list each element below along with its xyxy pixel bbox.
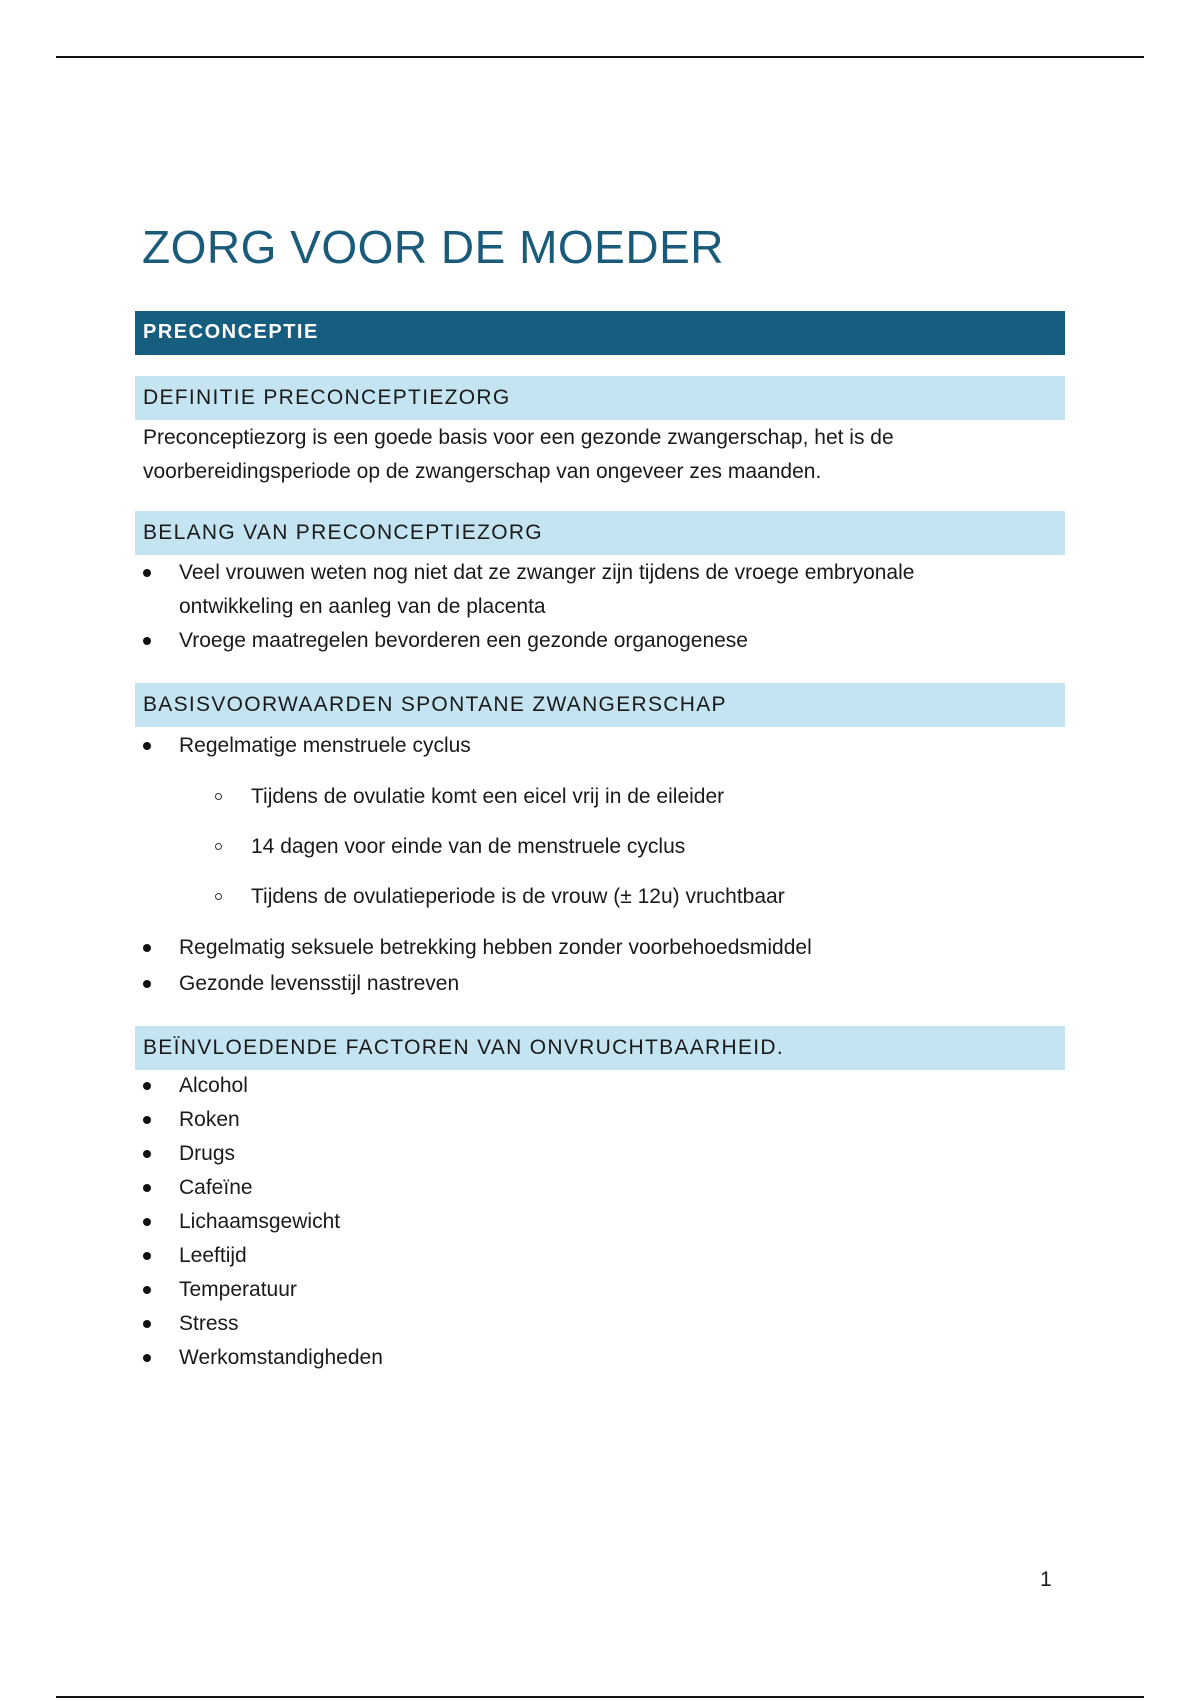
bullet-icon — [143, 1252, 151, 1260]
factoren-list — [135, 1069, 1055, 1375]
footer-rule — [56, 1696, 1144, 1698]
basisvoorwaarden-sublist — [135, 780, 1055, 914]
bullet-icon — [143, 569, 151, 577]
list-item-text: Cafeïne — [179, 1176, 253, 1199]
list-item — [135, 1341, 1055, 1375]
list-item-text: Drugs — [179, 1142, 236, 1165]
bullet-icon — [143, 944, 151, 952]
bullet-icon — [143, 1184, 151, 1192]
circle-bullet-icon — [215, 843, 222, 850]
basisvoorwaarden-list-continued — [135, 931, 1055, 1001]
definitie-paragraph — [143, 421, 1043, 489]
list-item-text: Vroege maatregelen bevorderen een gezonde organogenese — [179, 629, 748, 652]
bullet-icon — [143, 1286, 151, 1294]
list-item-text: Leeftijd — [179, 1244, 247, 1267]
sub-list-item-text: Tijdens de ovulatie komt een eicel vrij in de eileider — [251, 785, 725, 808]
list-item — [135, 1137, 1055, 1171]
list-item-text: Alcohol — [179, 1074, 248, 1097]
list-item — [135, 1239, 1055, 1273]
sub-list-item-text: Tijdens de ovulatieperiode is de vrouw (± 12u) vruchtbaar — [251, 885, 785, 908]
subheading-basisvoorwaarden: BASISVOORWAARDEN SPONTANE ZWANGERSCHAP — [135, 683, 1065, 727]
bullet-icon — [143, 742, 151, 750]
list-item — [135, 729, 1055, 763]
header-rule — [56, 56, 1144, 58]
circle-bullet-icon — [215, 893, 222, 900]
page-number: 1 — [1040, 1568, 1052, 1591]
subheading-belang: BELANG VAN PRECONCEPTIEZORG — [135, 511, 1065, 555]
bullet-icon — [143, 1150, 151, 1158]
list-item — [135, 1273, 1055, 1307]
belang-list — [135, 556, 1055, 658]
bullet-icon — [143, 1218, 151, 1226]
subheading-factoren: BEÏNVLOEDENDE FACTOREN VAN ONVRUCHTBAARHEID. — [135, 1026, 1065, 1070]
list-item — [135, 556, 1055, 624]
document-title: ZORG VOOR DE MOEDER — [142, 221, 724, 273]
list-item-text: Regelmatige menstruele cyclus — [179, 734, 471, 757]
list-item-text: Gezonde levensstijl nastreven — [179, 972, 460, 995]
bullet-icon — [143, 637, 151, 645]
list-item — [135, 931, 1055, 965]
bullet-icon — [143, 1116, 151, 1124]
section-heading-preconceptie: PRECONCEPTIE — [135, 311, 1065, 355]
list-item-text: Stress — [179, 1312, 239, 1335]
list-item — [135, 967, 1055, 1001]
list-item-text: Lichaamsgewicht — [179, 1210, 341, 1233]
list-item-text: Temperatuur — [179, 1278, 297, 1301]
bullet-icon — [143, 1082, 151, 1090]
sub-list-item — [135, 880, 1055, 914]
definitie-line-1: Preconceptiezorg is een goede basis voor een gezonde zwangerschap, het is de — [143, 426, 894, 449]
circle-bullet-icon — [215, 793, 222, 800]
list-item-text: ontwikkeling en aanleg van de placenta — [179, 595, 546, 618]
list-item — [135, 1205, 1055, 1239]
list-item — [135, 1307, 1055, 1341]
sub-list-item-text: 14 dagen voor einde van de menstruele cyclus — [251, 835, 686, 858]
list-item-text: Veel vrouwen weten nog niet dat ze zwanger zijn tijdens de vroege embryonale — [179, 561, 915, 584]
list-item — [135, 1103, 1055, 1137]
sub-list-item — [135, 780, 1055, 814]
basisvoorwaarden-list — [135, 729, 1055, 763]
list-item-text: Werkomstandigheden — [179, 1346, 383, 1369]
list-item-text: Regelmatig seksuele betrekking hebben zonder voorbehoedsmiddel — [179, 936, 812, 959]
list-item — [135, 624, 1055, 658]
bullet-icon — [143, 1320, 151, 1328]
list-item — [135, 1171, 1055, 1205]
bullet-icon — [143, 980, 151, 988]
list-item — [135, 1069, 1055, 1103]
sub-list-item — [135, 830, 1055, 864]
list-item-text: Roken — [179, 1108, 240, 1131]
subheading-definitie: DEFINITIE PRECONCEPTIEZORG — [135, 376, 1065, 420]
bullet-icon — [143, 1354, 151, 1362]
definitie-line-2: voorbereidingsperiode op de zwangerschap van ongeveer zes maanden. — [143, 460, 822, 483]
